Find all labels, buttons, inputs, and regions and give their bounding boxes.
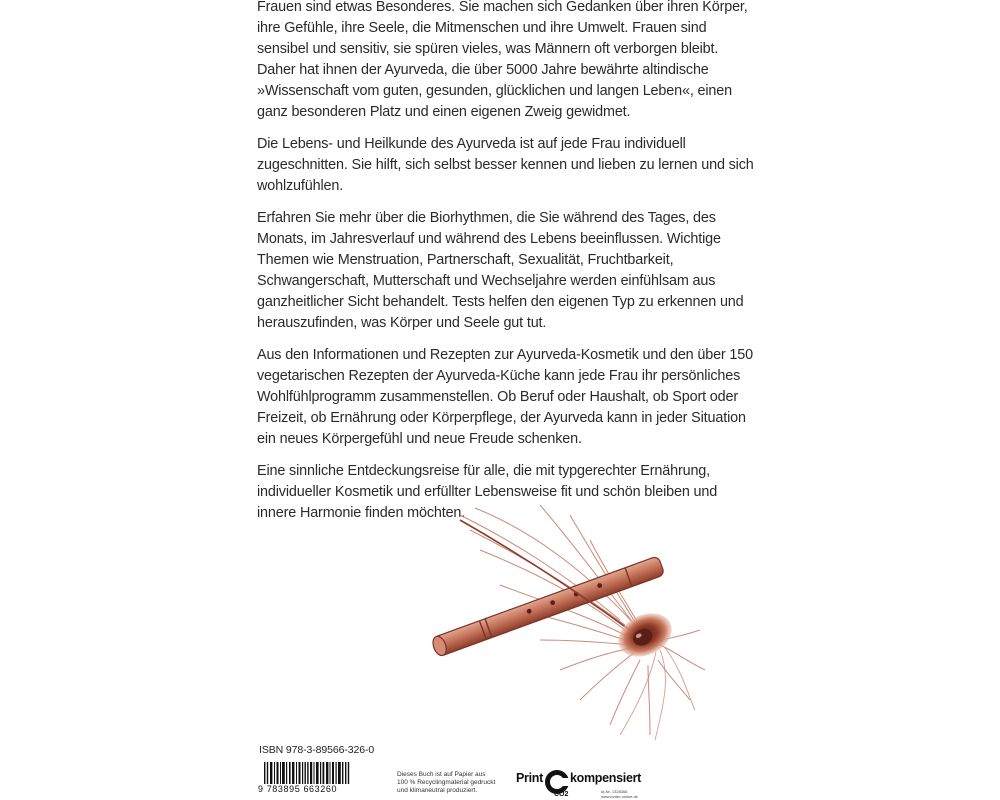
paragraph-closing: Eine sinnliche Entdeckungsreise für alle, die mit typgerechter Ernährung, individueller Kosmetik und erfüllter Lebensweise fit und schön bleiben und innere Harmonie finden möchten. (257, 463, 718, 521)
barcode-bars-icon (258, 762, 358, 800)
barcode-digits: 9 783895 663260 (258, 784, 358, 794)
blurb-text (257, 0, 757, 535)
paragraph-ayurveda: Die Lebens- und Heilkunde des Ayurveda ist auf jede Frau individuell zugeschnitten. Sie hilft, sich selbst besser kennen und lieben zu lernen und sich wohlzufühlen. (257, 136, 754, 194)
isbn-label: ISBN 978-3-89566-326-0 (259, 744, 375, 756)
co2-badge-icon (542, 767, 572, 799)
recycling-note (397, 771, 497, 795)
paragraph-biorhythms: Erfahren Sie mehr über die Biorhythmen, die Sie während des Tages, des Monats, im Jahresverlauf und während des Lebens beeinflussen. Wichtige Themen wie Menstruation, Partnerschaft, Sexualität, Fruchtbarkeit, Schwangerschaft, Mutterschaft und Wechseljahre werden einfühlsam aus ganzheitlicher Sicht behandelt. Tests helfen den eigenen Typ zu erkennen und herauszufinden, was Körper und Seele gut tut. (257, 210, 744, 331)
co2-label: CO2 (554, 791, 569, 798)
print-id (601, 789, 638, 799)
recycling-note-line: 100 % Recyclingmaterial gedruckt (397, 779, 496, 786)
print-co2-kompensiert-logo (516, 765, 641, 800)
print-id-line: Id-Nr. 1328366 (601, 789, 628, 794)
kompensiert-word: kompensiert (570, 771, 642, 785)
paragraph-intro: Frauen sind etwas Besonderes. Sie machen sich Gedanken über ihren Körper, ihre Gefühle, ihre Seele, die Mitmenschen und ihre Umwelt. Frauen sind sensibel und sensitiv, sie spüren vieles, was Männern oft verborgen bleibt. Daher hat ihnen der Ayurveda, die über 5000 Jahre bewährte altindische »Wissenschaft vom guten, gesunden, glücklichen und langen Leben«, einen ganz besonderen Platz und einen eigenen Zweig gewidmet. (257, 0, 748, 120)
flute-with-peacock-feather-icon (420, 500, 720, 750)
print-id-line: www.bvdm-online.de (601, 794, 638, 799)
recycling-note-line: Dieses Buch ist auf Papier aus (397, 771, 486, 778)
paragraph-recipes: Aus den Informationen und Rezepten zur Ayurveda-Kosmetik und den über 150 vegetarischen Rezepten der Ayurveda-Küche kann jede Frau ihr persönliches Wohlfühlprogramm zusammenstellen. Ob Beruf oder Haushalt, ob Sport oder Freizeit, ob Ernährung oder Körperpflege, der Ayurveda kann in jeder Situation ein neues Körpergefühl und neue Freude schenken. (257, 347, 753, 447)
print-word: Print (516, 771, 543, 785)
recycling-note-line: und klimaneutral produziert. (397, 787, 478, 794)
